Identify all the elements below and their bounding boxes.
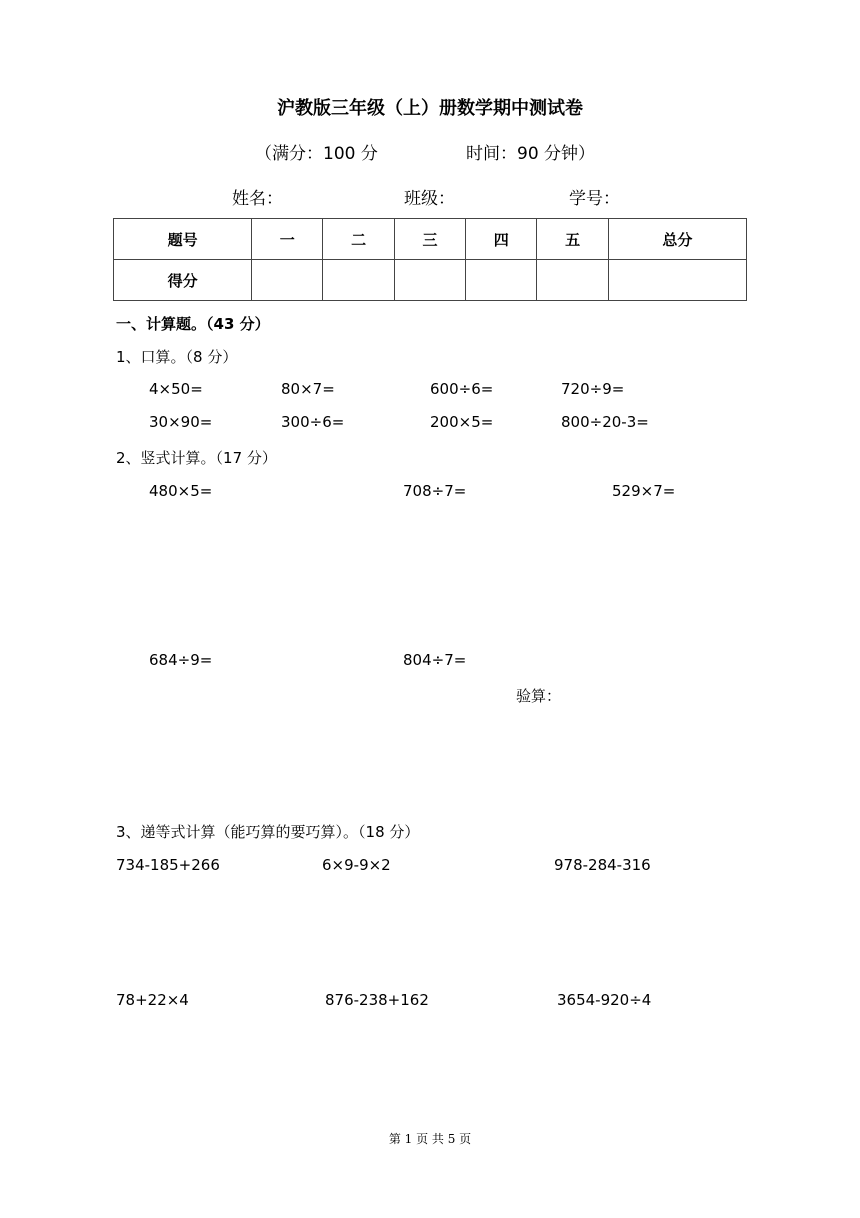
vertical-calc-item: 480×5=: [149, 482, 213, 500]
mental-math-item: 80×7=: [281, 380, 335, 398]
section-1-title: 一、计算题。（43 分）: [116, 315, 270, 333]
student-id-label: 学号：: [569, 189, 620, 209]
score-cell-5[interactable]: [537, 260, 608, 301]
mental-math-item: 800÷20-3=: [561, 413, 649, 431]
mental-math-item: 300÷6=: [281, 413, 345, 431]
check-label: 验算：: [516, 687, 562, 705]
mental-math-item: 600÷6=: [430, 380, 494, 398]
stepwise-calc-item: 6×9-9×2: [322, 856, 391, 874]
mental-math-item: 200×5=: [430, 413, 494, 431]
header-cell-2: 二: [323, 219, 394, 260]
vertical-calc-item: 684÷9=: [149, 651, 213, 669]
header-cell-1: 一: [252, 219, 323, 260]
score-cell-1[interactable]: [252, 260, 323, 301]
full-score: （满分：100 分: [255, 144, 378, 164]
vertical-calc-item: 708÷7=: [403, 482, 467, 500]
score-table-header-row: [114, 219, 747, 260]
mental-math-item: 4×50=: [149, 380, 203, 398]
name-label: 姓名：: [232, 189, 283, 209]
class-label: 班级：: [404, 189, 455, 209]
exam-time: 时间：90 分钟）: [466, 144, 596, 164]
header-cell-4: 四: [466, 219, 537, 260]
exam-title: 沪教版三年级（上）册数学期中测试卷: [277, 98, 583, 119]
part-2-title: 2、竖式计算。（17 分）: [116, 449, 277, 467]
stepwise-calc-item: 876-238+162: [325, 991, 429, 1009]
vertical-calc-item: 529×7=: [612, 482, 676, 500]
header-cell-3: 三: [394, 219, 465, 260]
header-cell-question-no: 题号: [114, 219, 252, 260]
mental-math-item: 30×90=: [149, 413, 213, 431]
score-cell-3[interactable]: [394, 260, 465, 301]
header-cell-total: 总分: [608, 219, 746, 260]
score-cell-total[interactable]: [608, 260, 746, 301]
vertical-calc-item: 804÷7=: [403, 651, 467, 669]
stepwise-calc-item: 734-185+266: [116, 856, 220, 874]
part-1-title: 1、口算。（8 分）: [116, 348, 238, 366]
row-label-score: 得分: [114, 260, 252, 301]
header-cell-5: 五: [537, 219, 608, 260]
score-cell-4[interactable]: [466, 260, 537, 301]
stepwise-calc-item: 3654-920÷4: [557, 991, 652, 1009]
stepwise-calc-item: 978-284-316: [554, 856, 651, 874]
score-table-score-row: [114, 260, 747, 301]
score-cell-2[interactable]: [323, 260, 394, 301]
part-3-title: 3、递等式计算（能巧算的要巧算）。（18 分）: [116, 823, 420, 841]
mental-math-item: 720÷9=: [561, 380, 625, 398]
stepwise-calc-item: 78+22×4: [116, 991, 189, 1009]
score-table: [113, 218, 747, 301]
page-number: 第 1 页 共 5 页: [388, 1132, 472, 1146]
